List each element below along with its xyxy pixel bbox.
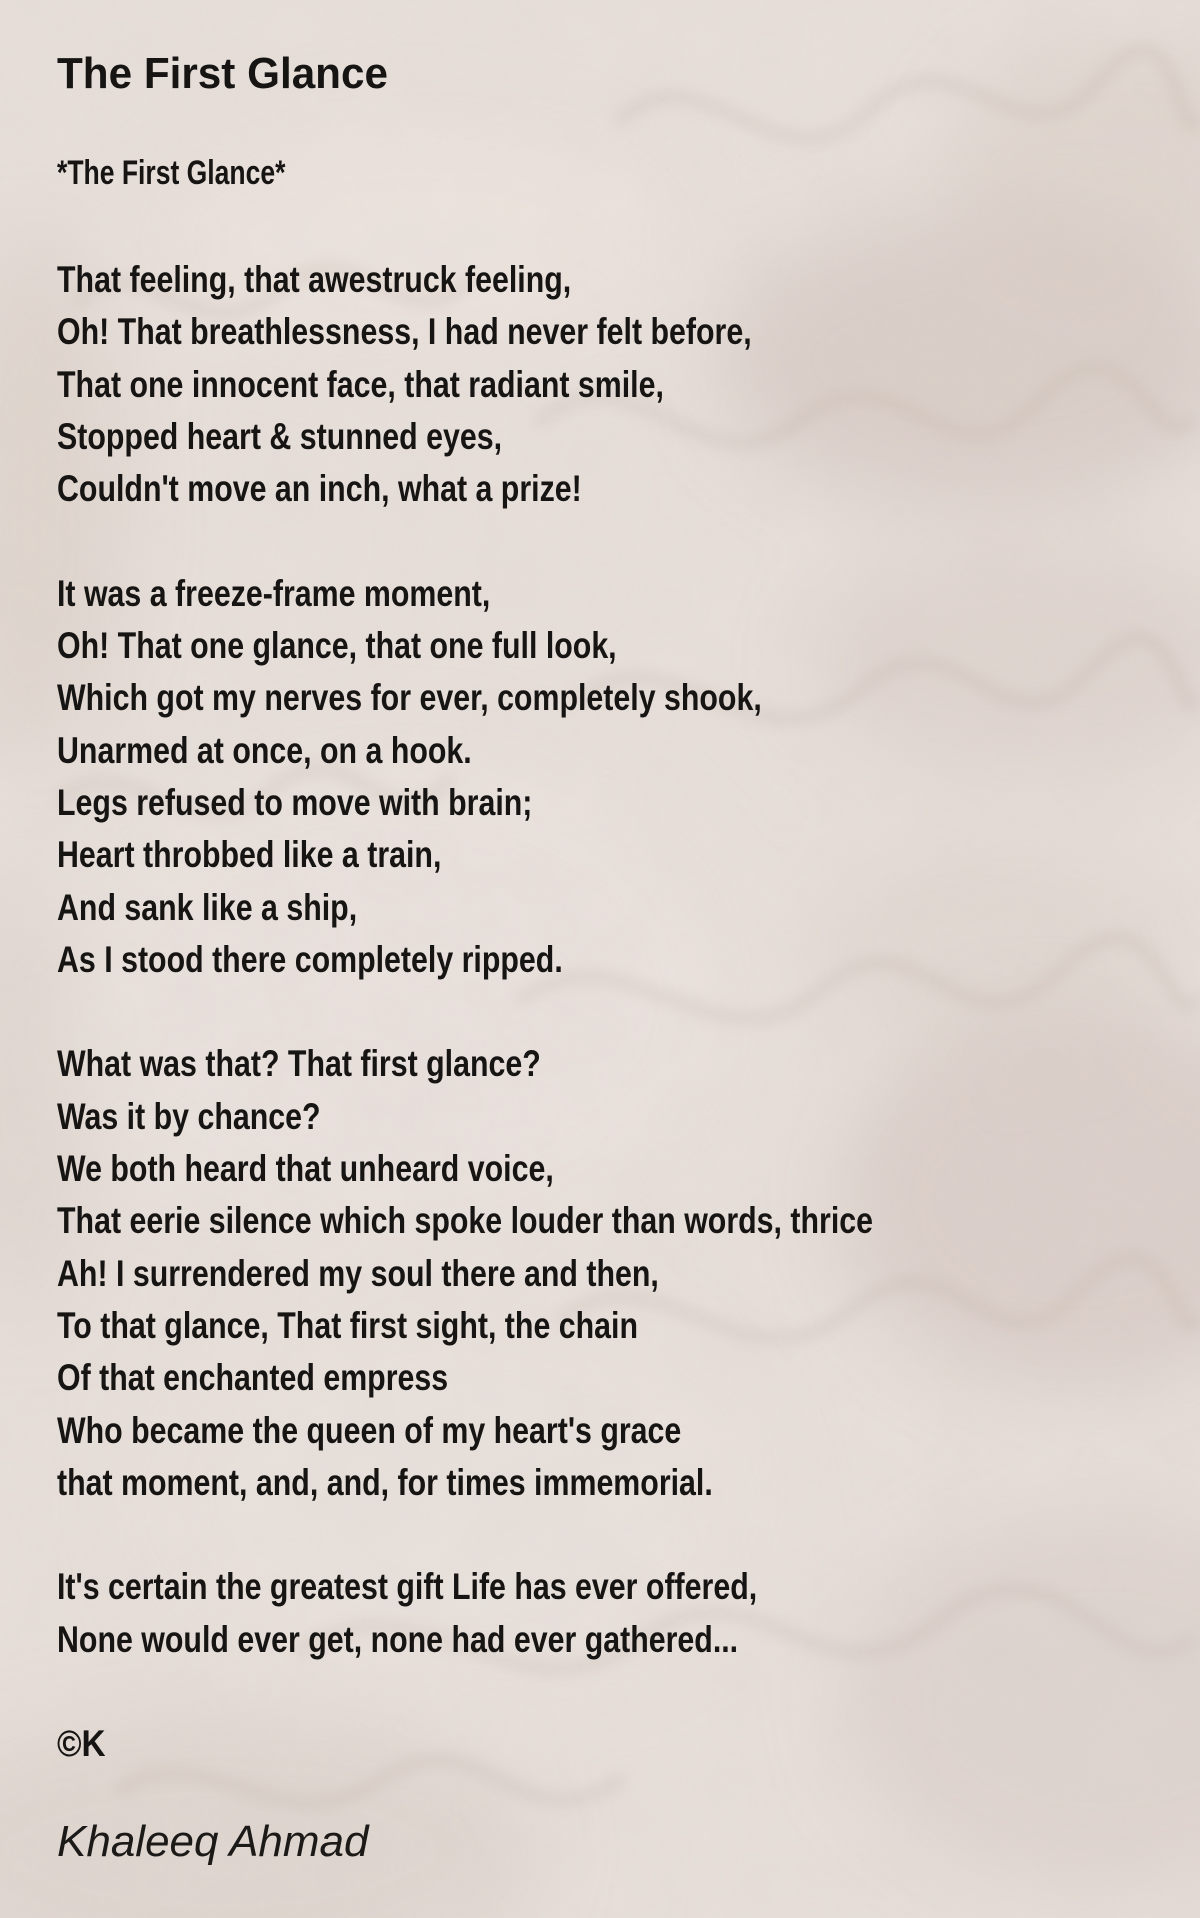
poem-line: It was a freeze-frame moment,: [57, 572, 491, 614]
poem-subtitle: *The First Glance*: [57, 154, 286, 192]
poem-line: What was that? That first glance?: [57, 1043, 541, 1085]
poem-line: Was it by chance?: [57, 1095, 321, 1137]
poem-line: None would ever get, none had ever gathered...: [57, 1618, 739, 1660]
poem-line: And sank like a ship,: [57, 886, 358, 928]
poem-line: That one innocent face, that radiant smile,: [57, 363, 664, 405]
poem-line: Which got my nerves for ever, completely shook,: [57, 677, 762, 719]
poem-line: Couldn't move an inch, what a prize!: [57, 468, 582, 510]
poem-line: Ah! I surrendered my soul there and then,: [57, 1252, 659, 1294]
poem-line: That eerie silence which spoke louder than words, thrice: [57, 1200, 874, 1242]
poem-line: that moment, and, and, for times immemorial.: [57, 1461, 713, 1503]
poem-line: Legs refused to move with brain;: [57, 781, 533, 823]
poem-line: Oh! That breathlessness, I had never felt before,: [57, 311, 752, 353]
poem-line: It's certain the greatest gift Life has ever offered,: [57, 1566, 758, 1608]
poem-line: Unarmed at once, on a hook.: [57, 729, 472, 771]
poem-line: Oh! That one glance, that one full look,: [57, 625, 617, 667]
stanza-4: [57, 1561, 1170, 1666]
poem-line: We both heard that unheard voice,: [57, 1148, 554, 1190]
stanza-2: [57, 568, 1170, 986]
stanza-1: [57, 254, 1170, 515]
poem-line: That feeling, that awestruck feeling,: [57, 259, 572, 300]
poem-line: Heart throbbed like a train,: [57, 834, 442, 876]
poem-line: Stopped heart & stunned eyes,: [57, 415, 503, 457]
poem-line: Who became the queen of my heart's grace: [57, 1409, 682, 1451]
poem-line: As I stood there completely ripped.: [57, 938, 563, 980]
stanza-3: [57, 1038, 1170, 1509]
poem-line: Of that enchanted empress: [57, 1357, 449, 1399]
poem-title: The First Glance: [57, 49, 388, 98]
author-name: Khaleeq Ahmad: [57, 1817, 369, 1867]
poem-line: To that glance, That first sight, the chain: [57, 1304, 638, 1346]
copyright-mark: ©K: [57, 1723, 106, 1765]
